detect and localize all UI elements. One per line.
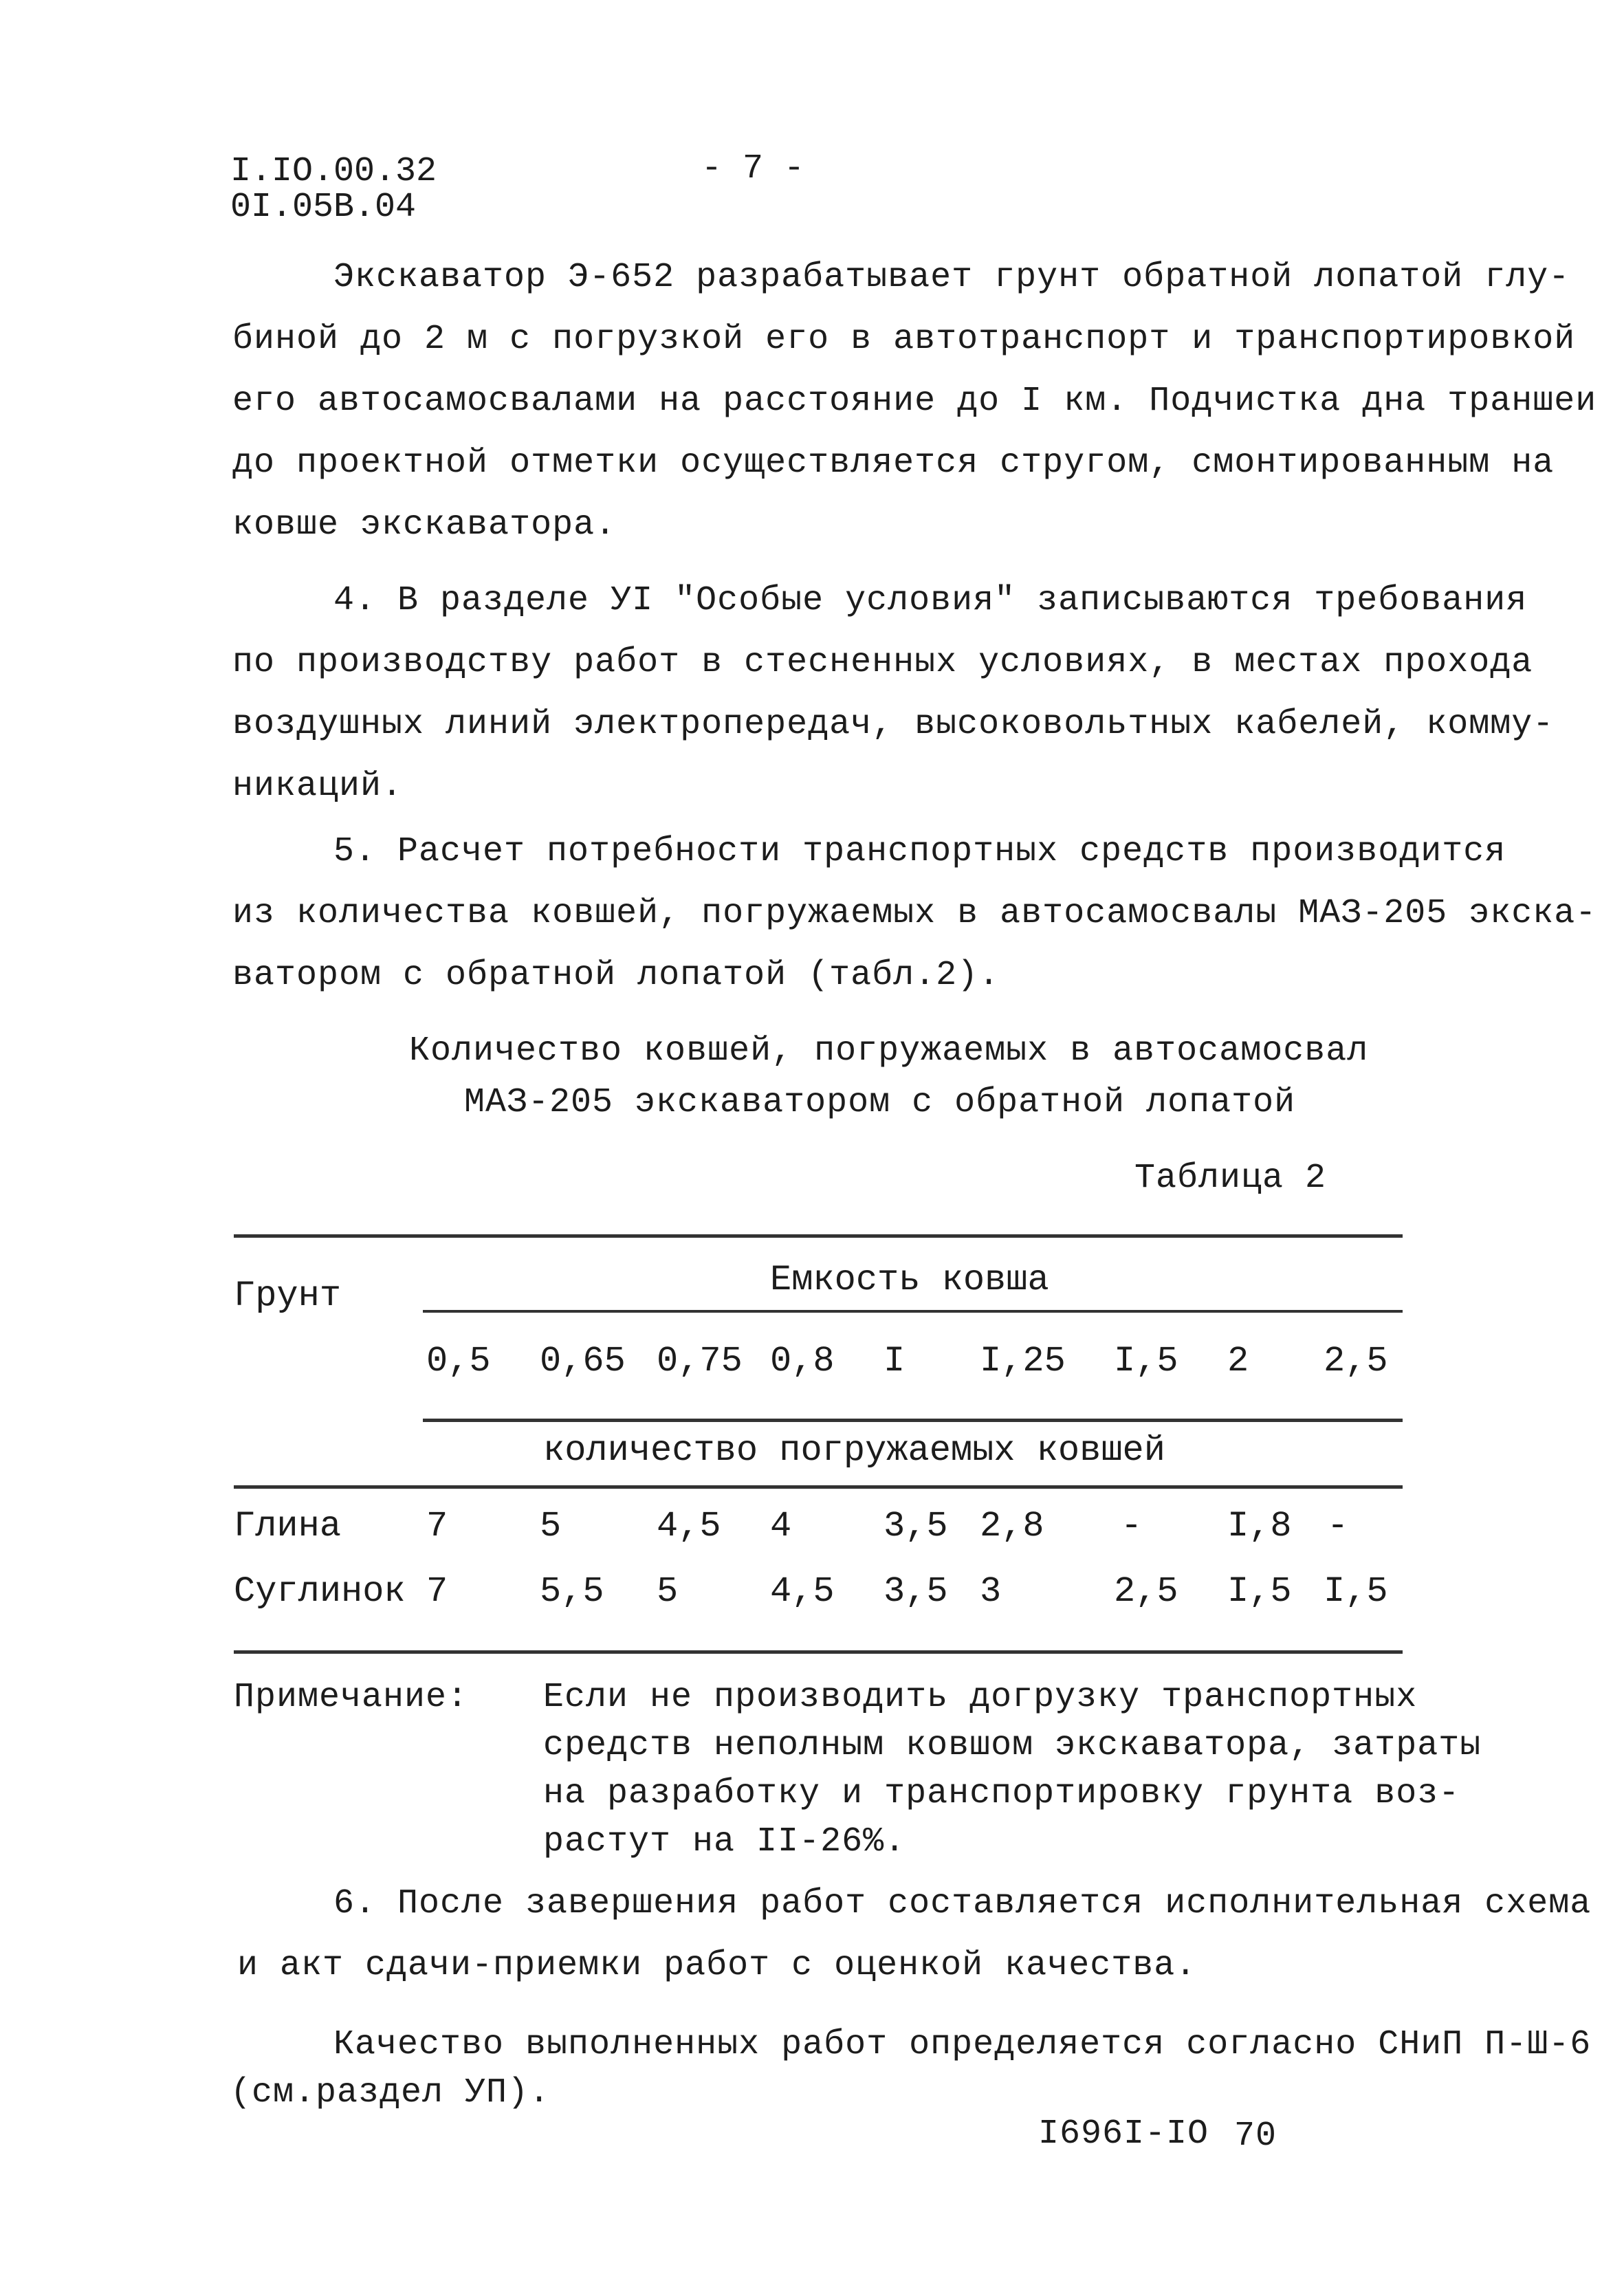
para2-line3: воздушных линий электропередач, высоковольтных кабелей, комму-: [232, 705, 1555, 744]
table-header-bottom-rule: [234, 1485, 1403, 1489]
table-cell: 3,5: [884, 1571, 948, 1612]
capacity-value: 2,5: [1324, 1341, 1388, 1381]
table-cell: I,8: [1227, 1506, 1292, 1546]
table-cell: 3,5: [884, 1506, 948, 1546]
table-cell: I,5: [1227, 1571, 1292, 1612]
document-code-line2: 0I.05B.04: [230, 188, 417, 227]
note-text-line2: средств неполным ковшом экскаватора, затраты: [543, 1726, 1482, 1765]
table-cell: 5: [657, 1571, 679, 1612]
para2-line2: по производству работ в стесненных условиях, в местах прохода: [232, 643, 1533, 682]
capacity-value: 0,75: [657, 1341, 743, 1381]
table-cell: 5: [540, 1506, 562, 1546]
document-code-line1: I.IO.00.32: [230, 152, 437, 191]
table-cell: -: [1121, 1506, 1143, 1546]
table-bottom-rule: [234, 1650, 1403, 1654]
table-title-line2: МАЗ-205 экскаватором с обратной лопатой: [464, 1083, 1296, 1122]
capacity-value: I,25: [980, 1341, 1066, 1381]
capacity-column-header: Емкость ковша: [770, 1260, 1049, 1300]
table-cell: 2,5: [1114, 1571, 1178, 1612]
para3-line2: из количества ковшей, погружаемых в автосамосвалы МАЗ-205 экска-: [232, 894, 1597, 933]
para6-line1: 6. После завершения работ составляется исполнительная схема: [333, 1884, 1592, 1923]
para6-line2: и акт сдачи-приемки работ с оценкой качества.: [237, 1946, 1197, 1985]
table-cell: 4: [770, 1506, 792, 1546]
note-text-line1: Если не производить догрузку транспортных: [543, 1678, 1418, 1717]
capacity-value: 0,65: [540, 1341, 626, 1381]
para7-line2: (см.раздел УП).: [230, 2073, 551, 2112]
para2-line1: 4. В разделе УI "Особые условия" записываются требования: [333, 581, 1528, 620]
table-cell: 2,8: [980, 1506, 1044, 1546]
capacity-values-rule: [423, 1419, 1403, 1422]
page-number: - 7 -: [701, 149, 805, 188]
para1-line3: его автосамосвалами на расстояние до I км. Подчистка дна траншеи: [232, 382, 1597, 421]
table-top-rule: [234, 1234, 1403, 1238]
note-text-line4: растут на II-26%.: [543, 1822, 906, 1861]
capacity-value: 0,8: [770, 1341, 835, 1381]
row-soil-label: Суглинок: [234, 1571, 406, 1612]
table-cell: 3: [980, 1571, 1002, 1612]
count-subheader: количество погружаемых ковшей: [543, 1430, 1165, 1471]
capacity-value: I: [884, 1341, 906, 1381]
para3-line1: 5. Расчет потребности транспортных средств производится: [333, 832, 1506, 871]
para1-line2: биной до 2 м с погрузкой его в автотранспорт и транспортировкой: [232, 320, 1576, 359]
table-label: Таблица 2: [1134, 1159, 1327, 1198]
para2-line4: никаций.: [232, 767, 404, 806]
table-cell: 4,5: [770, 1571, 835, 1612]
capacity-value: 2: [1227, 1341, 1249, 1381]
table-cell: 7: [426, 1571, 448, 1612]
note-label: Примечание:: [234, 1678, 469, 1717]
table-cell: I,5: [1324, 1571, 1388, 1612]
table-cell: -: [1327, 1506, 1349, 1546]
para1-line1: Экскаватор Э-652 разрабатывает грунт обратной лопатой глу-: [333, 258, 1570, 297]
row-soil-label: Глина: [234, 1506, 342, 1546]
note-text-line3: на разработку и транспортировку грунта воз-: [543, 1774, 1460, 1813]
table-cell: 4,5: [657, 1506, 721, 1546]
table-cell: 5,5: [540, 1571, 604, 1612]
table-title-line1: Количество ковшей, погружаемых в автосамосвал: [409, 1031, 1369, 1071]
para7-line1: Качество выполненных работ определяется согласно СНиП П-Ш-6: [333, 2025, 1592, 2064]
capacity-value: 0,5: [426, 1341, 491, 1381]
para1-line4: до проектной отметки осуществляется стругом, смонтированным на: [232, 444, 1555, 483]
sheet-number: 70: [1234, 2117, 1277, 2156]
table-cell: 7: [426, 1506, 448, 1546]
document-number: I696I-IO: [1038, 2114, 1209, 2154]
capacity-header-rule: [423, 1310, 1403, 1313]
soil-column-header: Грунт: [234, 1276, 342, 1316]
para3-line3: ватором с обратной лопатой (табл.2).: [232, 956, 1000, 995]
capacity-value: I,5: [1114, 1341, 1178, 1381]
para1-line5: ковше экскаватора.: [232, 505, 617, 545]
